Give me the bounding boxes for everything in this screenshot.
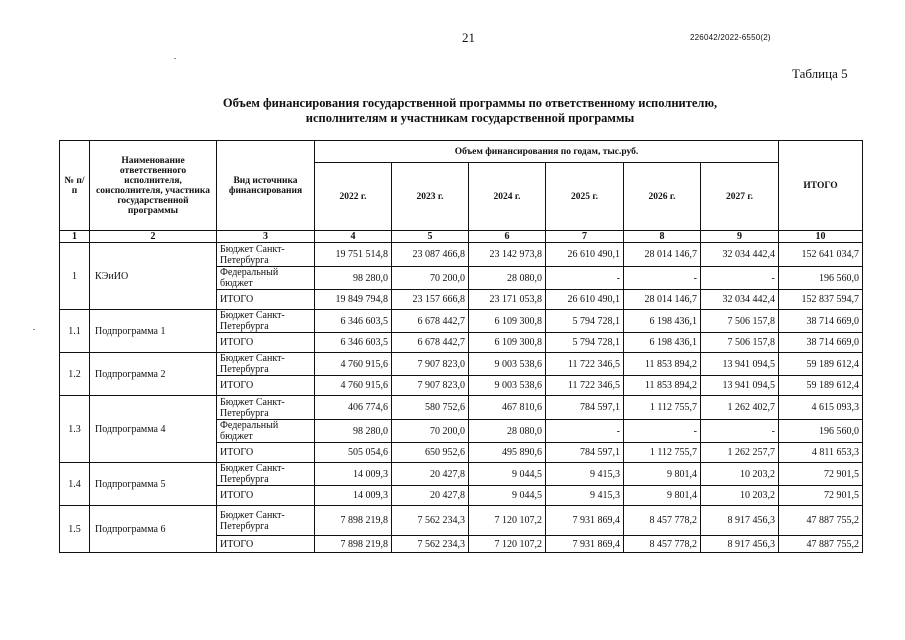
year-value: 580 752,6 xyxy=(392,396,469,420)
year-value: 784 597,1 xyxy=(546,396,624,420)
year-value: 9 003 538,6 xyxy=(469,376,546,396)
year-value: 505 054,6 xyxy=(315,443,392,463)
year-value: 7 120 107,2 xyxy=(469,536,546,553)
year-value: 6 198 436,1 xyxy=(624,333,701,353)
total-value: 47 887 755,2 xyxy=(779,506,863,536)
year-value: 11 853 894,2 xyxy=(624,376,701,396)
financing-table xyxy=(59,140,863,553)
header-row xyxy=(60,141,863,163)
year-value: 6 198 436,1 xyxy=(624,310,701,333)
total-value: 196 560,0 xyxy=(779,267,863,290)
year-value: 6 109 300,8 xyxy=(469,333,546,353)
table-row xyxy=(60,243,863,267)
total-value: 152 641 034,7 xyxy=(779,243,863,267)
header-year: 2027 г. xyxy=(701,163,779,231)
funding-source: Бюджет Санкт-Петербурга xyxy=(217,310,315,333)
year-value: 7 506 157,8 xyxy=(701,333,779,353)
year-value: 4 760 915,6 xyxy=(315,376,392,396)
executor-name: Подпрограмма 6 xyxy=(90,506,217,553)
total-value: 152 837 594,7 xyxy=(779,290,863,310)
year-value: 10 203,2 xyxy=(701,463,779,486)
year-value: 9 415,3 xyxy=(546,486,624,506)
executor-name: Подпрограмма 2 xyxy=(90,353,217,396)
year-value: 19 751 514,8 xyxy=(315,243,392,267)
year-value: - xyxy=(701,267,779,290)
row-number: 1.3 xyxy=(60,396,90,463)
year-value: 5 794 728,1 xyxy=(546,333,624,353)
col-number: 7 xyxy=(546,231,624,243)
total-value: 4 811 653,3 xyxy=(779,443,863,463)
col-number: 5 xyxy=(392,231,469,243)
year-value: 6 678 442,7 xyxy=(392,333,469,353)
year-value: 13 941 094,5 xyxy=(701,353,779,376)
col-number: 8 xyxy=(624,231,701,243)
col-number: 1 xyxy=(60,231,90,243)
year-value: 32 034 442,4 xyxy=(701,290,779,310)
page-number: 21 xyxy=(462,30,475,45)
row-number: 1.2 xyxy=(60,353,90,396)
total-value: 38 714 669,0 xyxy=(779,333,863,353)
year-value: 23 087 466,8 xyxy=(392,243,469,267)
year-value: 6 678 442,7 xyxy=(392,310,469,333)
funding-source: ИТОГО xyxy=(217,376,315,396)
table-row xyxy=(60,506,863,536)
year-value: 7 562 234,3 xyxy=(392,506,469,536)
year-value: 8 917 456,3 xyxy=(701,536,779,553)
year-value: 7 898 219,8 xyxy=(315,506,392,536)
year-value: 6 109 300,8 xyxy=(469,310,546,333)
year-value: 32 034 442,4 xyxy=(701,243,779,267)
year-value: 70 200,0 xyxy=(392,267,469,290)
total-value: 47 887 755,2 xyxy=(779,536,863,553)
year-value: 4 760 915,6 xyxy=(315,353,392,376)
year-value: 23 157 666,8 xyxy=(392,290,469,310)
year-value: 26 610 490,1 xyxy=(546,243,624,267)
year-value: 14 009,3 xyxy=(315,486,392,506)
year-value: 406 774,6 xyxy=(315,396,392,420)
year-value: 7 506 157,8 xyxy=(701,310,779,333)
year-value: - xyxy=(624,420,701,443)
funding-source: ИТОГО xyxy=(217,333,315,353)
year-value: 7 907 823,0 xyxy=(392,353,469,376)
row-number: 1 xyxy=(60,243,90,310)
col-number: 4 xyxy=(315,231,392,243)
scan-speck xyxy=(33,329,35,330)
total-value: 59 189 612,4 xyxy=(779,376,863,396)
table-label: Таблица 5 xyxy=(792,66,848,81)
year-value: 28 080,0 xyxy=(469,267,546,290)
header-source: Вид источника финансирования xyxy=(217,141,315,231)
year-value: 11 853 894,2 xyxy=(624,353,701,376)
table-row xyxy=(60,396,863,420)
year-value: 1 262 402,7 xyxy=(701,396,779,420)
funding-source: ИТОГО xyxy=(217,443,315,463)
funding-source: ИТОГО xyxy=(217,290,315,310)
year-value: 23 171 053,8 xyxy=(469,290,546,310)
year-value: 650 952,6 xyxy=(392,443,469,463)
year-value: 784 597,1 xyxy=(546,443,624,463)
year-value: 9 044,5 xyxy=(469,463,546,486)
year-value: 26 610 490,1 xyxy=(546,290,624,310)
total-value: 4 615 093,3 xyxy=(779,396,863,420)
col-number: 6 xyxy=(469,231,546,243)
row-number: 1.4 xyxy=(60,463,90,506)
col-number: 9 xyxy=(701,231,779,243)
year-value: 13 941 094,5 xyxy=(701,376,779,396)
total-value: 72 901,5 xyxy=(779,463,863,486)
total-value: 59 189 612,4 xyxy=(779,353,863,376)
year-value: 8 457 778,2 xyxy=(624,506,701,536)
year-value: 8 457 778,2 xyxy=(624,536,701,553)
year-value: - xyxy=(624,267,701,290)
year-value: 7 931 869,4 xyxy=(546,536,624,553)
funding-source: Бюджет Санкт-Петербурга xyxy=(217,243,315,267)
scan-speck xyxy=(174,58,176,59)
year-value: 23 142 973,8 xyxy=(469,243,546,267)
year-value: 11 722 346,5 xyxy=(546,353,624,376)
year-value: 1 112 755,7 xyxy=(624,443,701,463)
funding-source: Бюджет Санкт-Петербурга xyxy=(217,396,315,420)
total-value: 38 714 669,0 xyxy=(779,310,863,333)
header-year: 2024 г. xyxy=(469,163,546,231)
title-line-1: Объем финансирования государственной программы по ответственному исполнителю, xyxy=(222,96,718,110)
header-year: 2023 г. xyxy=(392,163,469,231)
year-value: 19 849 794,8 xyxy=(315,290,392,310)
year-value: 9 801,4 xyxy=(624,486,701,506)
funding-source: ИТОГО xyxy=(217,486,315,506)
header-name: Наименование ответственного исполнителя, соисполнителя, участника государственной программы xyxy=(90,141,217,231)
year-value: 1 262 257,7 xyxy=(701,443,779,463)
funding-source: Бюджет Санкт-Петербурга xyxy=(217,353,315,376)
year-value: 7 562 234,3 xyxy=(392,536,469,553)
year-value: 11 722 346,5 xyxy=(546,376,624,396)
table-title xyxy=(150,96,790,126)
year-value: 20 427,8 xyxy=(392,463,469,486)
year-value: 70 200,0 xyxy=(392,420,469,443)
table-row xyxy=(60,353,863,376)
year-value: 6 346 603,5 xyxy=(315,310,392,333)
year-value: 7 898 219,8 xyxy=(315,536,392,553)
table-row xyxy=(60,310,863,333)
year-value: 10 203,2 xyxy=(701,486,779,506)
year-value: 9 415,3 xyxy=(546,463,624,486)
funding-source: Бюджет Санкт-Петербурга xyxy=(217,463,315,486)
year-value: 9 801,4 xyxy=(624,463,701,486)
year-value: 14 009,3 xyxy=(315,463,392,486)
year-value: - xyxy=(701,420,779,443)
year-value: - xyxy=(546,420,624,443)
year-value: 5 794 728,1 xyxy=(546,310,624,333)
header-years-group: Объем финансирования по годам, тыс.руб. xyxy=(315,141,779,163)
document-id: 226042/2022-6550(2) xyxy=(690,33,771,42)
funding-source: Федеральный бюджет xyxy=(217,420,315,443)
executor-name: Подпрограмма 5 xyxy=(90,463,217,506)
column-numbers-row xyxy=(60,231,863,243)
year-value: 20 427,8 xyxy=(392,486,469,506)
col-number: 2 xyxy=(90,231,217,243)
year-value: 6 346 603,5 xyxy=(315,333,392,353)
header-year: 2026 г. xyxy=(624,163,701,231)
year-value: 8 917 456,3 xyxy=(701,506,779,536)
row-number: 1.5 xyxy=(60,506,90,553)
title-line-2: исполнителям и участникам государственной программы xyxy=(305,111,635,125)
year-value: 28 014 146,7 xyxy=(624,243,701,267)
col-number: 3 xyxy=(217,231,315,243)
year-value: 9 003 538,6 xyxy=(469,353,546,376)
funding-source: Бюджет Санкт-Петербурга xyxy=(217,506,315,536)
table-body xyxy=(60,141,863,553)
year-value: 28 014 146,7 xyxy=(624,290,701,310)
funding-source: ИТОГО xyxy=(217,536,315,553)
header-num: № п/п xyxy=(60,141,90,231)
col-number: 10 xyxy=(779,231,863,243)
executor-name: Подпрограмма 1 xyxy=(90,310,217,353)
funding-source: Федеральный бюджет xyxy=(217,267,315,290)
year-value: 9 044,5 xyxy=(469,486,546,506)
year-value: 467 810,6 xyxy=(469,396,546,420)
executor-name: КЭиИО xyxy=(90,243,217,310)
year-value: 98 280,0 xyxy=(315,267,392,290)
year-value: - xyxy=(546,267,624,290)
header-total: ИТОГО xyxy=(779,141,863,231)
year-value: 1 112 755,7 xyxy=(624,396,701,420)
header-year: 2025 г. xyxy=(546,163,624,231)
header-year: 2022 г. xyxy=(315,163,392,231)
year-value: 495 890,6 xyxy=(469,443,546,463)
total-value: 196 560,0 xyxy=(779,420,863,443)
year-value: 28 080,0 xyxy=(469,420,546,443)
year-value: 98 280,0 xyxy=(315,420,392,443)
year-value: 7 120 107,2 xyxy=(469,506,546,536)
table-row xyxy=(60,463,863,486)
total-value: 72 901,5 xyxy=(779,486,863,506)
year-value: 7 931 869,4 xyxy=(546,506,624,536)
row-number: 1.1 xyxy=(60,310,90,353)
executor-name: Подпрограмма 4 xyxy=(90,396,217,463)
year-value: 7 907 823,0 xyxy=(392,376,469,396)
